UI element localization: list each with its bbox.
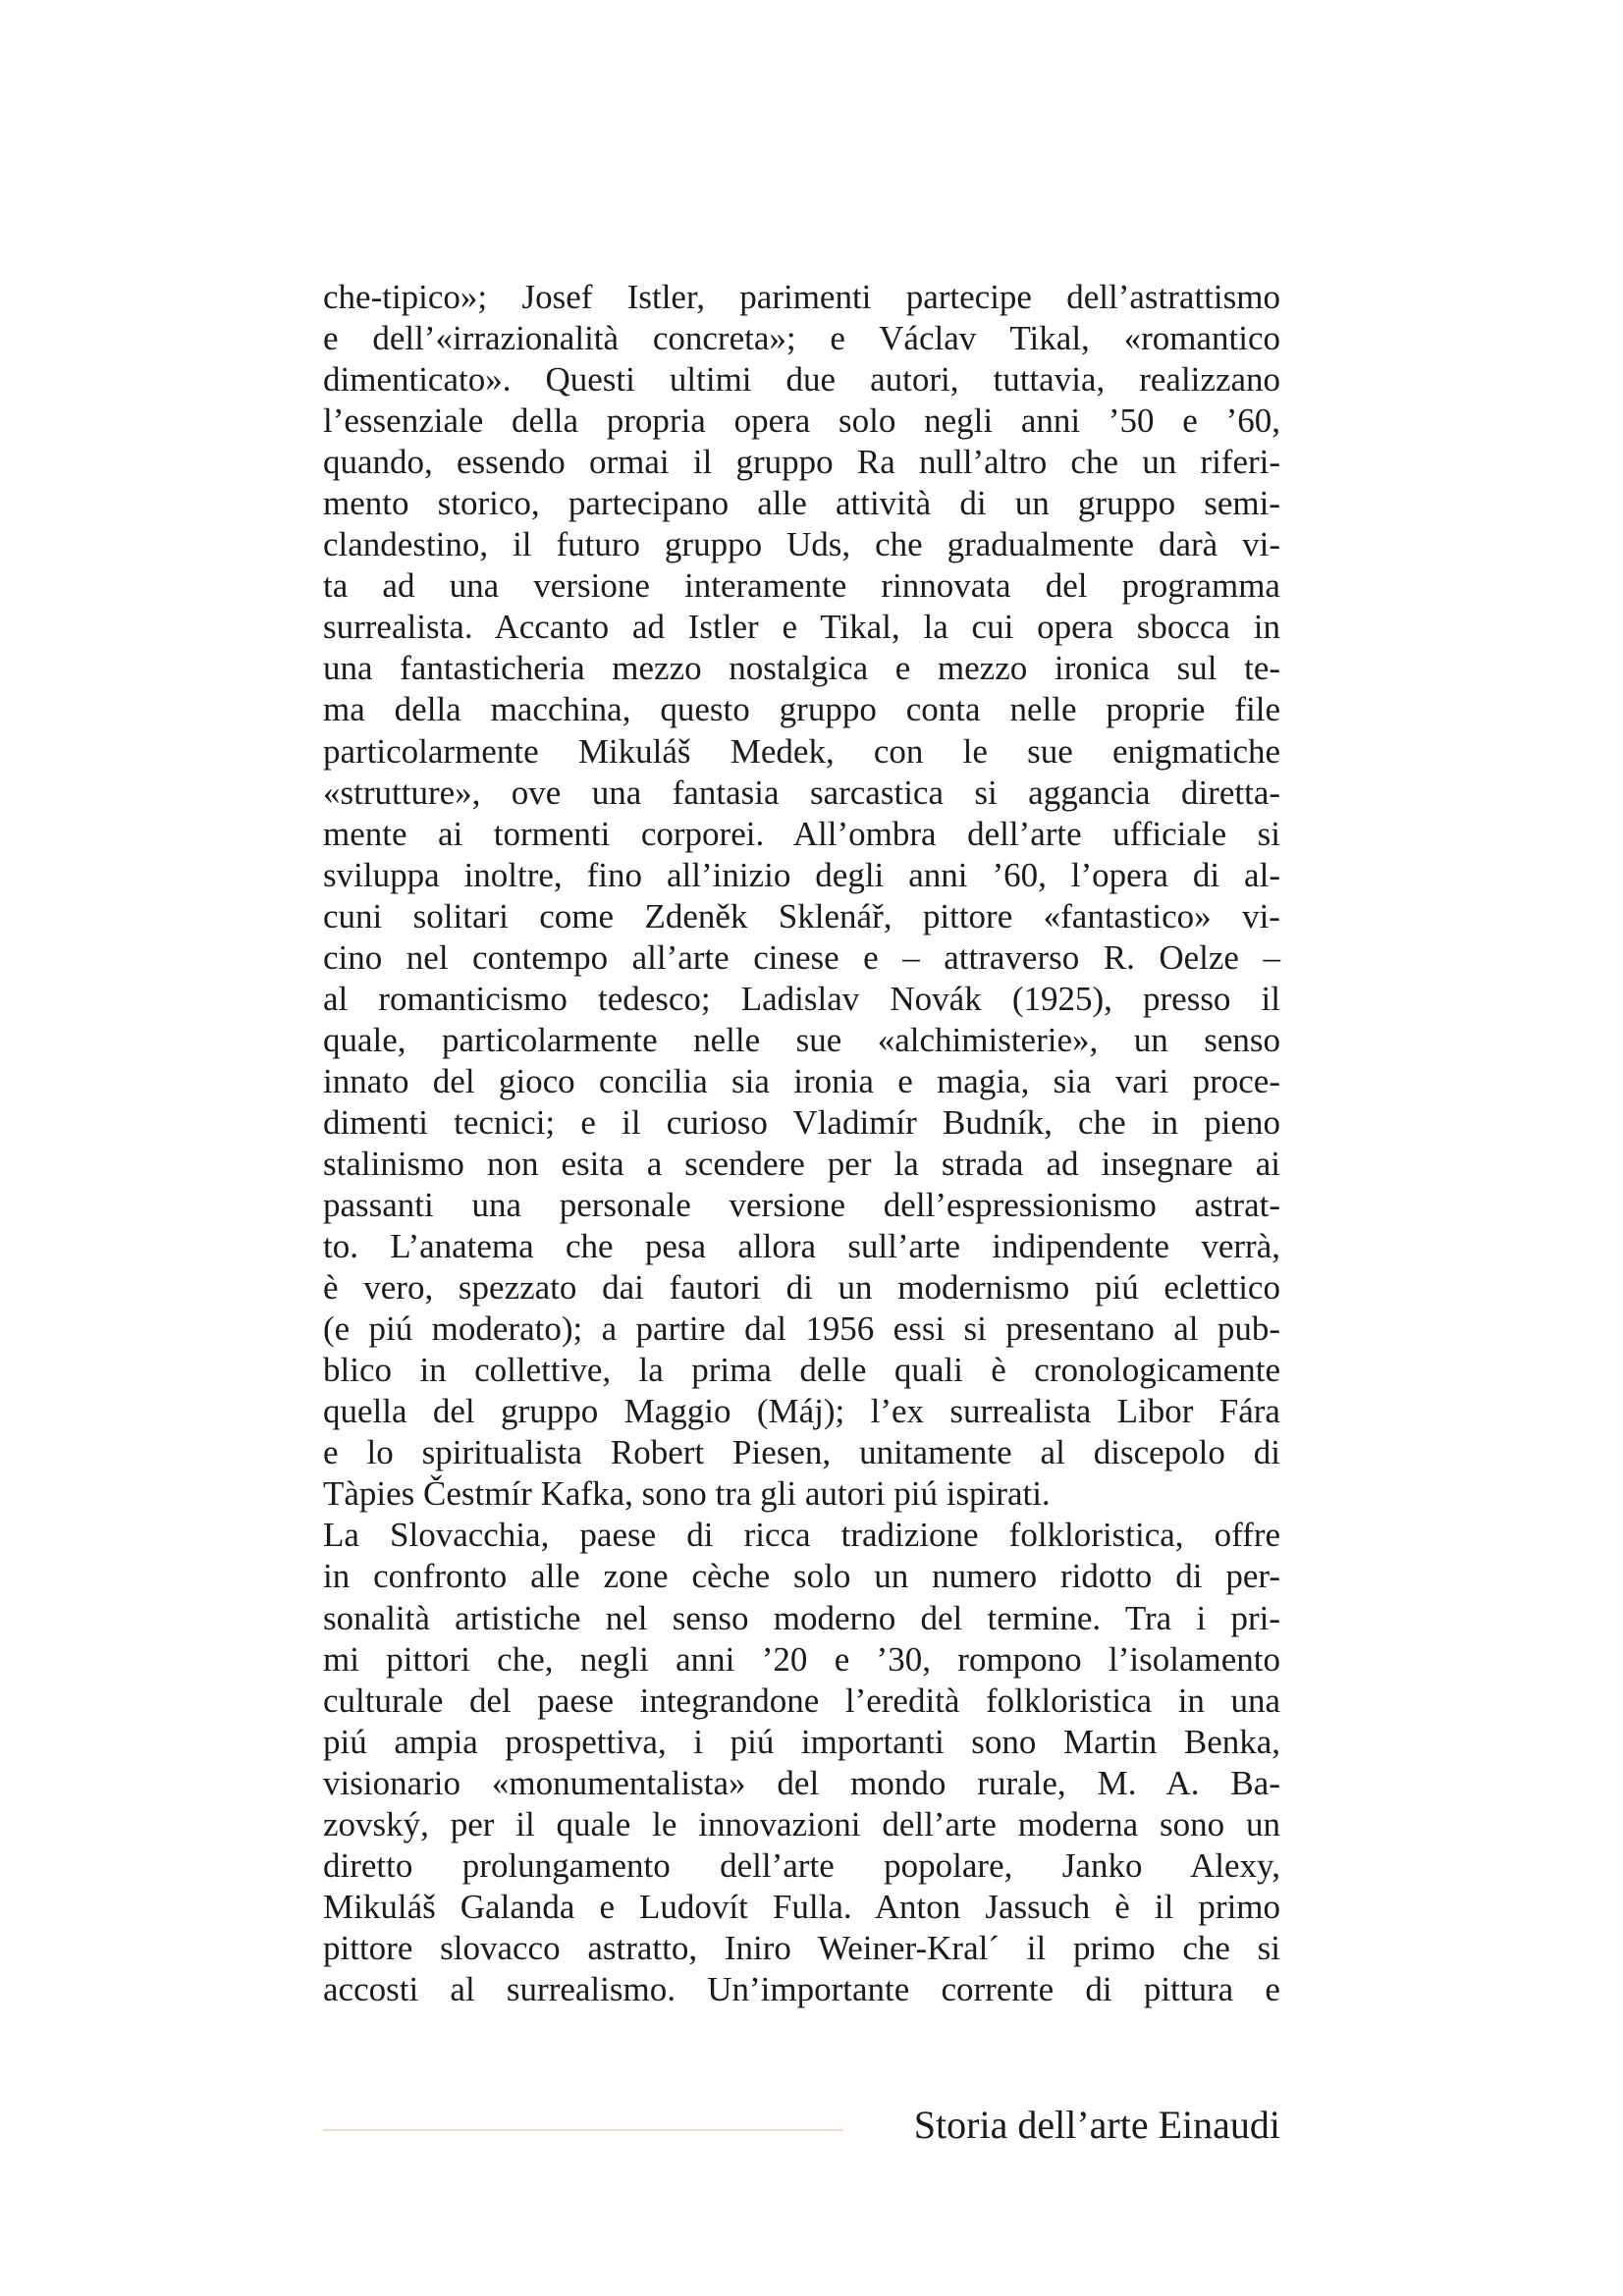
text-line: cuni solitari come Zdeněk Sklenář, pittore «fantastico» vi-: [323, 896, 1280, 935]
text-line: «strutture», ove una fantasia sarcastica si aggancia diretta-: [323, 773, 1281, 812]
text-line: ta ad una versione interamente rinnovata del programma: [323, 566, 1280, 606]
text-line: pittore slovacco astratto, Iniro Weiner-Kral´ il primo che si: [323, 1928, 1281, 1967]
text-line: passanti una personale versione dell’espressionismo astrat-: [323, 1186, 1280, 1225]
text-line: diretto prolungamento dell’arte popolare, Janko Alexy,: [323, 1845, 1280, 1885]
text-line: quale, particolarmente nelle sue «alchimisterie», un senso: [323, 1020, 1280, 1059]
text-line: l’essenziale della propria opera solo negli anni ’50 e ’60,: [323, 401, 1280, 441]
text-line: (e piú moderato); a partire dal 1956 essi si presentano al pub-: [323, 1309, 1281, 1349]
text-line: mi pittori che, negli anni ’20 e ’30, rompono l’isolamento: [323, 1639, 1280, 1679]
text-line: Tàpies Čestmír Kafka, sono tra gli autori piú ispirati.: [323, 1474, 1051, 1514]
text-line: cino nel contempo all’arte cinese e – attraverso R. Oelze –: [323, 937, 1280, 977]
text-line: stalinismo non esita a scendere per la strada ad insegnare ai: [323, 1144, 1280, 1183]
text-line: sviluppa inoltre, fino all’inizio degli anni ’60, l’opera di al-: [323, 855, 1280, 894]
text-line: ma della macchina, questo gruppo conta nelle proprie file: [323, 690, 1281, 729]
text-line: quella del gruppo Maggio (Máj); l’ex surrealista Libor Fára: [323, 1392, 1280, 1431]
text-line: culturale del paese integrandone l’eredità folkloristica in una: [323, 1681, 1281, 1720]
text-line: La Slovacchia, paese di ricca tradizione folkloristica, offre: [323, 1516, 1281, 1555]
text-line: visionario «monumentalista» del mondo rurale, M. A. Ba-: [323, 1763, 1280, 1802]
text-line: piú ampia prospettiva, i piú importanti sono Martin Benka,: [323, 1722, 1281, 1761]
text-line: mente ai tormenti corporei. All’ombra dell’arte ufficiale si: [323, 814, 1280, 853]
text-line: to. L’anatema che pesa allora sull’arte indipendente verrà,: [323, 1227, 1280, 1266]
text-line: dimenticato». Questi ultimi due autori, tuttavia, realizzano: [323, 360, 1281, 400]
text-line: in confronto alle zone cèche solo un numero ridotto di per-: [323, 1557, 1280, 1596]
text-line: al romanticismo tedesco; Ladislav Novák (1925), presso il: [323, 979, 1281, 1018]
text-line: blico in collettive, la prima delle quali è cronologicamente: [323, 1351, 1281, 1390]
text-line: particolarmente Mikuláš Medek, con le sue enigmatiche: [323, 731, 1281, 771]
text-line: clandestino, il futuro gruppo Uds, che gradualmente darà vi-: [323, 525, 1281, 564]
text-line: sonalità artistiche nel senso moderno del termine. Tra i pri-: [323, 1598, 1280, 1637]
text-line: surrealista. Accanto ad Istler e Tikal, la cui opera sbocca in: [323, 608, 1280, 647]
text-line: è vero, spezzato dai fautori di un modernismo piú eclettico: [323, 1268, 1280, 1308]
text-line: dimenti tecnici; e il curioso Vladimír Budník, che in pieno: [323, 1102, 1281, 1142]
text-line: e lo spiritualista Robert Piesen, unitamente al discepolo di: [323, 1433, 1281, 1472]
footer-title: Storia dell’arte Einaudi: [913, 2103, 1280, 2147]
body-text: [323, 277, 1280, 2010]
text-line: quando, essendo ormai il gruppo Ra null’altro che un riferi-: [323, 443, 1281, 482]
footer-rule: [323, 2129, 843, 2131]
text-line: mento storico, partecipano alle attività di un gruppo semi-: [323, 484, 1281, 523]
text-line: e dell’«irrazionalità concreta»; e Václav Tikal, «romantico: [323, 319, 1280, 358]
text-line: Mikuláš Galanda e Ludovít Fulla. Anton Jassuch è il primo: [323, 1887, 1281, 1926]
text-line: accosti al surrealismo. Un’importante corrente di pittura e: [323, 1969, 1280, 2008]
page-footer: [323, 2101, 1280, 2150]
text-line: zovský, per il quale le innovazioni dell’arte moderna sono un: [323, 1804, 1280, 1843]
text-line: una fantasticheria mezzo nostalgica e mezzo ironica sul te-: [323, 649, 1281, 688]
text-line: che-tipico»; Josef Istler, parimenti partecipe dell’astrattismo: [323, 278, 1280, 316]
text-line: innato del gioco concilia sia ironia e magia, sia vari proce-: [323, 1061, 1280, 1100]
